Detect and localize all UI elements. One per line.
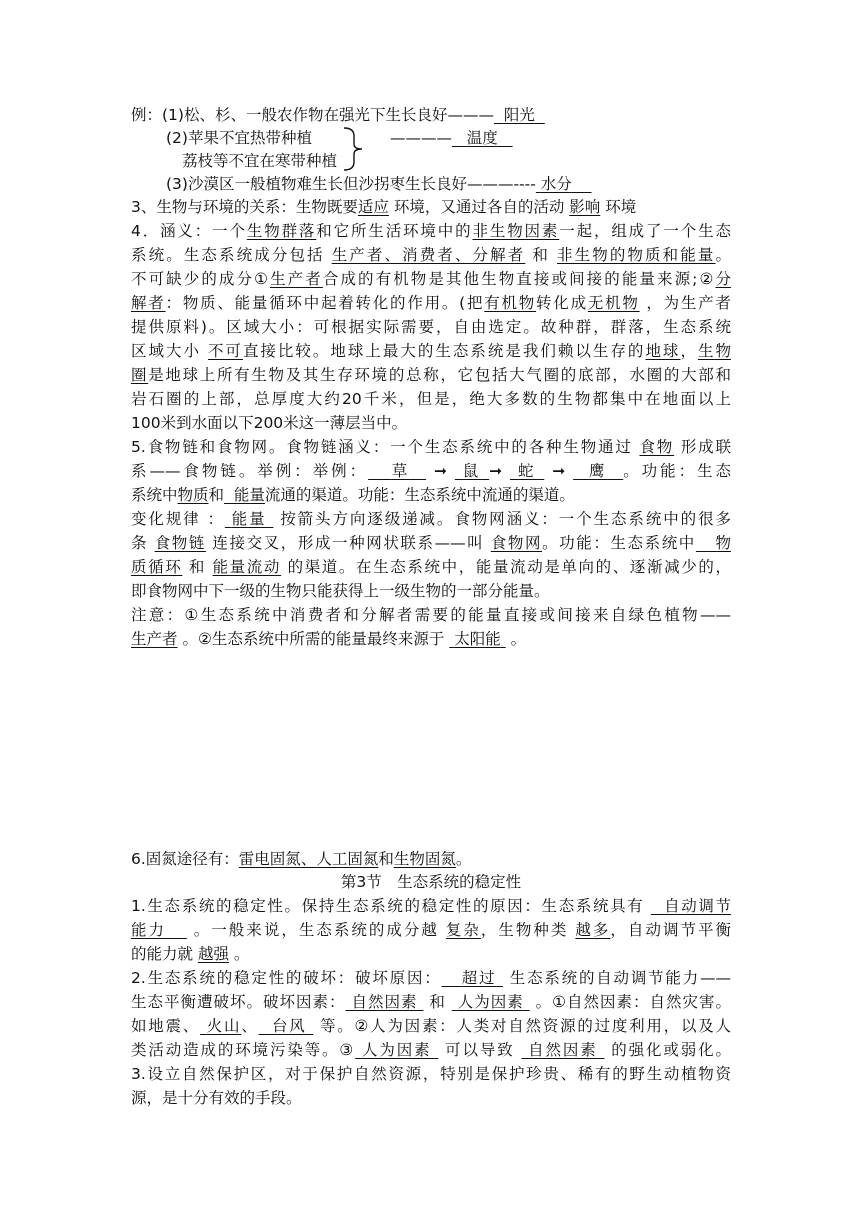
- paragraph-6: 6.固氮途径有：雷电固氮、人工固氮和生物固氮。: [131, 850, 472, 868]
- note-line-1: 注意：①生态系统中消费者和分解者需要的能量直接或间接来自绿色植物——: [131, 606, 731, 624]
- arrow-icon: ➞: [433, 462, 447, 480]
- paragraph-4-line-6: 区域大小 不可直接比较。地球上最大的生态系统是我们赖以生存的地球，生物: [131, 342, 731, 360]
- stability-3-line-2: 源，是十分有效的手段。: [131, 1089, 302, 1107]
- stability-1-line-2: 能力 。一般来说，生态系统的成分越 复杂，生物种类 越多，自动调节平衡: [131, 921, 731, 939]
- example-line-1: [131, 104, 545, 126]
- paragraph-5-line-6: 质循环 和 能量流动 的渠道。在生态系统中，能量流动是单向的、逐渐减少的，: [131, 558, 731, 576]
- example-line-2a: (2)苹果不宜热带种植: [166, 129, 312, 147]
- note-line-2: 生产者 。②生态系统中所需的能量最终来源于 太阳能 。: [131, 630, 527, 648]
- stability-1-line-1: 1.生态系统的稳定性。保持生态系统的稳定性的原因：生态系统具有 自动调节: [131, 897, 732, 915]
- paragraph-4-line-9: 100米到水面以下200米这一薄层当中。: [131, 414, 408, 432]
- stability-2-line-3: 如地震、 火山、 台风 等。②人为因素：人类对自然资源的过度利用，以及人: [131, 1017, 731, 1035]
- arrow-icon: ➞: [552, 462, 566, 480]
- arrow-icon: ➞: [489, 462, 503, 480]
- paragraph-4-line-3: 不可缺少的成分①生产者合成的有机物是其他生物直接或间接的能量来源;②分: [131, 270, 731, 288]
- stability-2-line-2: 生态平衡遭破坏。破坏因素： 自然因素 和 人为因素 。①自然因素：自然灾害。: [131, 993, 731, 1011]
- example-text: 例：(1)松、杉、一般农作物在强光下生长良好———: [131, 106, 494, 124]
- example-answer-2: ———— 温度: [390, 129, 498, 147]
- section-title: 第3节 生态系统的稳定性: [340, 873, 522, 891]
- paragraph-4-line-8: 岩石圈的上部，总厚度大约20千米，但是，绝大多数的生物都集中在地面以上: [131, 390, 731, 408]
- answer-blank: 阳光: [503, 106, 535, 124]
- stability-1-line-3: 的能力就 越强 。: [131, 945, 250, 963]
- paragraph-4-line-7: 圈是地球上所有生物及其生存环境的总称，它包括大气圈的底部，水圈的大部和: [131, 366, 731, 384]
- paragraph-4-line-1: 4．涵义：一个生物群落和它所生活环境中的非生物因素一起，组成了一个生态: [131, 222, 731, 240]
- paragraph-4-line-2: 系统。生态系统成分包括 生产者、消费者、分解者 和 非生物的物质和能量。: [131, 246, 731, 264]
- curly-brace-icon: [340, 126, 370, 172]
- paragraph-4-line-5: 提供原料)。区域大小：可根据实际需要，自由选定。故种群，群落，生态系统: [131, 318, 731, 336]
- paragraph-5-line-7: 即食物网中下一级的生物只能获得上一级生物的一部分能量。: [131, 582, 550, 600]
- paragraph-5-line-2: 系——食物链。举例：举例： 草 ➞ 鼠 ➞ 蛇 ➞ 鹰 。功能：生态: [131, 462, 732, 480]
- paragraph-4-line-4: 解者：物质、能量循环中起着转化的作用。(把有机物转化成无机物 ，为生产者: [131, 294, 731, 312]
- paragraph-5-line-1: 5.食物链和食物网。食物链涵义：一个生态系统中的各种生物通过 食物 形成联: [131, 438, 731, 456]
- stability-3-line-1: 3.设立自然保护区，对于保护自然资源，特别是保护珍贵、稀有的野生动植物资: [131, 1065, 731, 1083]
- example-line-2b: 荔枝等不宜在寒带种植: [182, 152, 338, 170]
- paragraph-5-line-3: 系统中物质和 能量流通的渠道。功能：生态系统中流通的渠道。: [131, 486, 575, 504]
- paragraph-5-line-5: 条 食物链 连接交叉，形成一种网状联系——叫 食物网。功能：生态系统中 物: [131, 534, 731, 552]
- paragraph-3: 3、生物与环境的关系：生物既要适应 环境，又通过各自的活动 影响 环境: [131, 198, 637, 216]
- stability-2-line-1: 2.生态系统的稳定性的破坏：破坏原因： 超过 生态系统的自动调节能力——: [131, 969, 732, 987]
- stability-2-line-4: 类活动造成的环境污染等。③ 人为因素 可以导致 自然因素 的强化或弱化。: [131, 1041, 731, 1059]
- paragraph-5-line-4: 变化规律 ： 能量 按箭头方向逐级递减。食物网涵义：一个生态系统中的很多: [131, 510, 731, 528]
- example-line-3: (3)沙漠区一般植物难生长但沙拐枣生长良好———---- 水分: [166, 175, 572, 193]
